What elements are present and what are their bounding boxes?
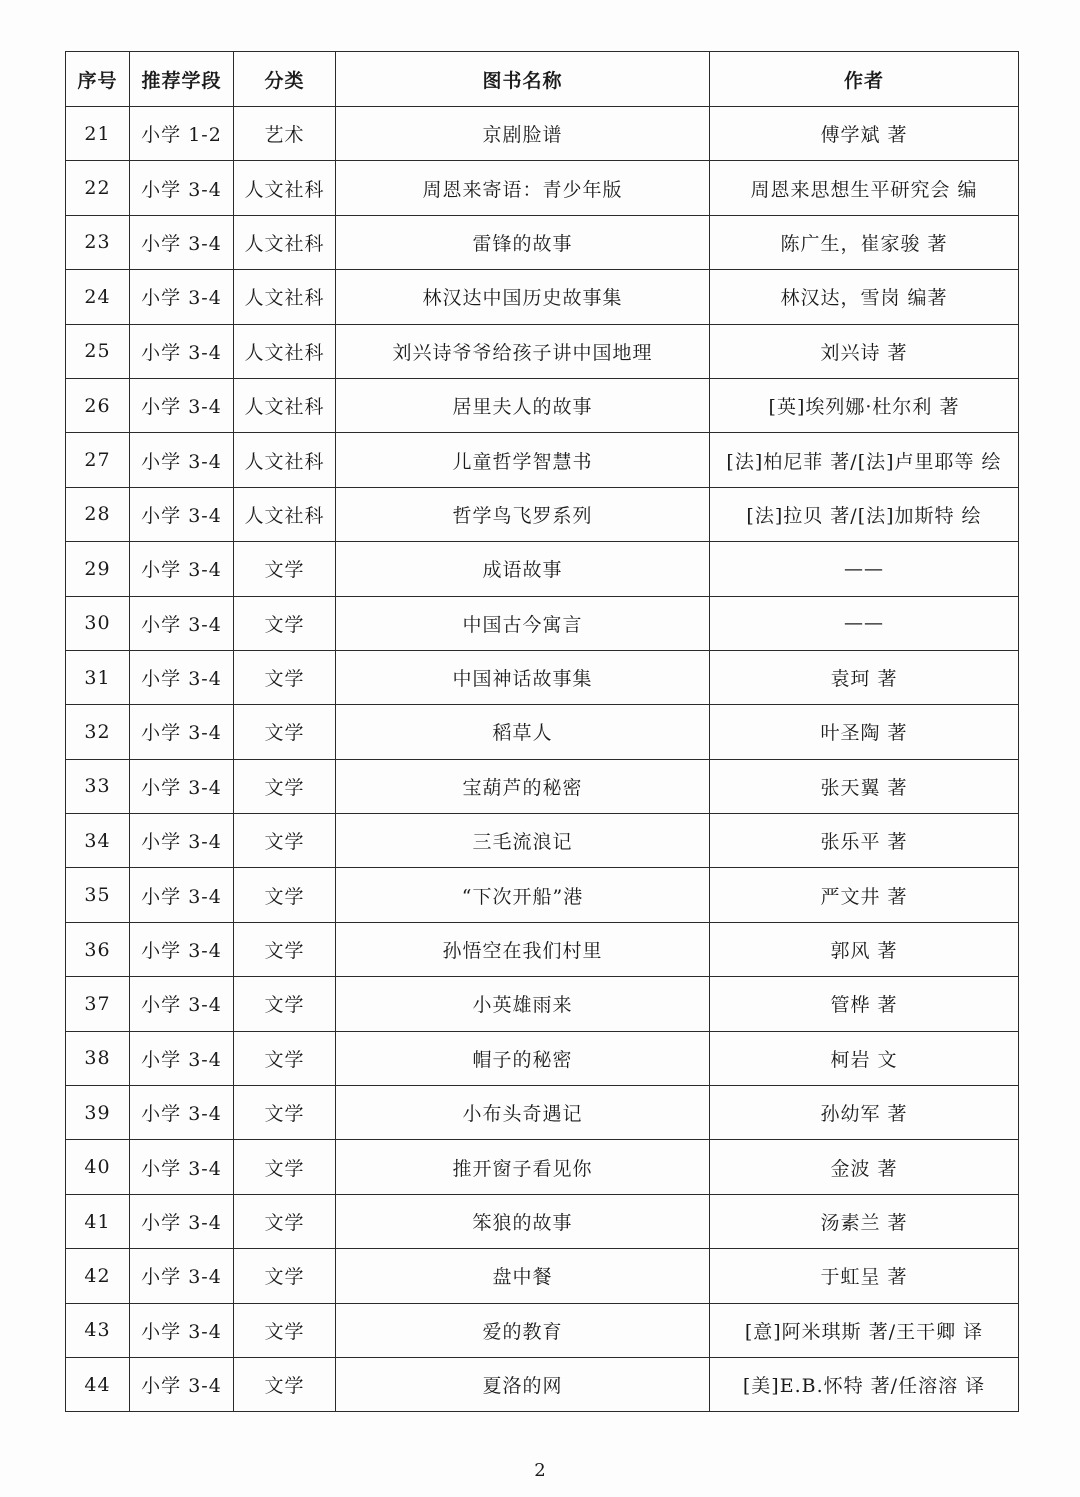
cell-author: [意]阿米琪斯 著/王干卿 译 [710, 1303, 1019, 1357]
cell-author: [法]拉贝 著/[法]加斯特 绘 [710, 487, 1019, 541]
cell-author: 袁珂 著 [710, 650, 1019, 704]
cell-no: 31 [66, 650, 130, 704]
table-row [66, 1140, 1019, 1194]
cell-stage: 小学 3-4 [130, 1086, 234, 1140]
cell-stage: 小学 3-4 [130, 433, 234, 487]
cell-author: [美]E.B.怀特 著/任溶溶 译 [710, 1357, 1019, 1411]
cell-title: 孙悟空在我们村里 [336, 922, 710, 976]
cell-title: 稻草人 [336, 705, 710, 759]
cell-category: 文学 [234, 977, 336, 1031]
cell-no: 30 [66, 596, 130, 650]
cell-stage: 小学 3-4 [130, 1303, 234, 1357]
cell-no: 32 [66, 705, 130, 759]
cell-no: 41 [66, 1194, 130, 1248]
table-row [66, 1357, 1019, 1411]
cell-no: 35 [66, 868, 130, 922]
cell-no: 36 [66, 922, 130, 976]
cell-author: 柯岩 文 [710, 1031, 1019, 1085]
cell-category: 人文社科 [234, 433, 336, 487]
table-row [66, 868, 1019, 922]
cell-title: 小英雄雨来 [336, 977, 710, 1031]
cell-no: 26 [66, 378, 130, 432]
cell-author: 金波 著 [710, 1140, 1019, 1194]
cell-category: 文学 [234, 1194, 336, 1248]
table-row [66, 107, 1019, 161]
cell-author: 叶圣陶 著 [710, 705, 1019, 759]
cell-stage: 小学 3-4 [130, 596, 234, 650]
cell-author: 管桦 著 [710, 977, 1019, 1031]
cell-author: 周恩来思想生平研究会 编 [710, 161, 1019, 215]
table-row [66, 542, 1019, 596]
header-title: 图书名称 [336, 52, 710, 107]
cell-stage: 小学 1-2 [130, 107, 234, 161]
cell-category: 文学 [234, 1031, 336, 1085]
cell-title: 帽子的秘密 [336, 1031, 710, 1085]
cell-author: [法]柏尼菲 著/[法]卢里耶等 绘 [710, 433, 1019, 487]
table-row [66, 922, 1019, 976]
cell-stage: 小学 3-4 [130, 977, 234, 1031]
cell-no: 27 [66, 433, 130, 487]
cell-author: 林汉达，雪岗 编著 [710, 270, 1019, 324]
cell-title: 推开窗子看见你 [336, 1140, 710, 1194]
cell-title: 夏洛的网 [336, 1357, 710, 1411]
cell-title: 周恩来寄语：青少年版 [336, 161, 710, 215]
table-row [66, 759, 1019, 813]
cell-title: 刘兴诗爷爷给孩子讲中国地理 [336, 324, 710, 378]
table-row [66, 1303, 1019, 1357]
cell-stage: 小学 3-4 [130, 759, 234, 813]
cell-author: 严文井 著 [710, 868, 1019, 922]
cell-title: 小布头奇遇记 [336, 1086, 710, 1140]
cell-author: —— [710, 542, 1019, 596]
cell-category: 艺术 [234, 107, 336, 161]
cell-author: 陈广生，崔家骏 著 [710, 215, 1019, 269]
cell-category: 文学 [234, 650, 336, 704]
cell-author: 于虹呈 著 [710, 1249, 1019, 1303]
cell-title: 爱的教育 [336, 1303, 710, 1357]
cell-category: 人文社科 [234, 487, 336, 541]
cell-no: 29 [66, 542, 130, 596]
cell-category: 文学 [234, 759, 336, 813]
table-row [66, 215, 1019, 269]
cell-category: 文学 [234, 922, 336, 976]
cell-category: 文学 [234, 1140, 336, 1194]
cell-no: 37 [66, 977, 130, 1031]
cell-category: 人文社科 [234, 378, 336, 432]
cell-no: 39 [66, 1086, 130, 1140]
header-row [66, 52, 1019, 107]
cell-author: 傅学斌 著 [710, 107, 1019, 161]
header-author: 作者 [710, 52, 1019, 107]
header-category: 分类 [234, 52, 336, 107]
table-row [66, 1249, 1019, 1303]
cell-no: 24 [66, 270, 130, 324]
header-no: 序号 [66, 52, 130, 107]
cell-stage: 小学 3-4 [130, 1194, 234, 1248]
cell-category: 文学 [234, 705, 336, 759]
cell-category: 文学 [234, 1086, 336, 1140]
cell-title: 中国古今寓言 [336, 596, 710, 650]
table-row [66, 270, 1019, 324]
cell-no: 23 [66, 215, 130, 269]
cell-title: 儿童哲学智慧书 [336, 433, 710, 487]
cell-stage: 小学 3-4 [130, 868, 234, 922]
header-stage: 推荐学段 [130, 52, 234, 107]
cell-no: 22 [66, 161, 130, 215]
cell-stage: 小学 3-4 [130, 1140, 234, 1194]
cell-author: 张乐平 著 [710, 814, 1019, 868]
cell-title: 宝葫芦的秘密 [336, 759, 710, 813]
table-row [66, 1031, 1019, 1085]
table-row [66, 378, 1019, 432]
cell-title: 成语故事 [336, 542, 710, 596]
cell-stage: 小学 3-4 [130, 542, 234, 596]
cell-author: 刘兴诗 著 [710, 324, 1019, 378]
cell-author: 孙幼军 著 [710, 1086, 1019, 1140]
cell-title: 哲学鸟飞罗系列 [336, 487, 710, 541]
cell-no: 44 [66, 1357, 130, 1411]
table-row [66, 705, 1019, 759]
cell-title: 盘中餐 [336, 1249, 710, 1303]
cell-category: 文学 [234, 814, 336, 868]
cell-title: 中国神话故事集 [336, 650, 710, 704]
table-row [66, 977, 1019, 1031]
cell-no: 42 [66, 1249, 130, 1303]
cell-stage: 小学 3-4 [130, 1031, 234, 1085]
table-row [66, 161, 1019, 215]
cell-title: 笨狼的故事 [336, 1194, 710, 1248]
cell-no: 21 [66, 107, 130, 161]
table-row [66, 324, 1019, 378]
cell-stage: 小学 3-4 [130, 161, 234, 215]
cell-stage: 小学 3-4 [130, 487, 234, 541]
cell-stage: 小学 3-4 [130, 215, 234, 269]
cell-title: 居里夫人的故事 [336, 378, 710, 432]
table-row [66, 487, 1019, 541]
cell-category: 人文社科 [234, 324, 336, 378]
cell-stage: 小学 3-4 [130, 324, 234, 378]
cell-stage: 小学 3-4 [130, 922, 234, 976]
book-list-table [65, 51, 1019, 1412]
cell-stage: 小学 3-4 [130, 650, 234, 704]
cell-category: 文学 [234, 596, 336, 650]
cell-category: 文学 [234, 868, 336, 922]
cell-category: 文学 [234, 1303, 336, 1357]
cell-stage: 小学 3-4 [130, 378, 234, 432]
cell-stage: 小学 3-4 [130, 705, 234, 759]
cell-category: 文学 [234, 542, 336, 596]
cell-title: 雷锋的故事 [336, 215, 710, 269]
cell-category: 文学 [234, 1357, 336, 1411]
cell-no: 38 [66, 1031, 130, 1085]
cell-stage: 小学 3-4 [130, 814, 234, 868]
table-row [66, 650, 1019, 704]
cell-author: 张天翼 著 [710, 759, 1019, 813]
table-row [66, 814, 1019, 868]
cell-title: 三毛流浪记 [336, 814, 710, 868]
cell-title: 京剧脸谱 [336, 107, 710, 161]
table-row [66, 596, 1019, 650]
cell-stage: 小学 3-4 [130, 270, 234, 324]
cell-title: 林汉达中国历史故事集 [336, 270, 710, 324]
table-body [66, 107, 1019, 1412]
cell-category: 文学 [234, 1249, 336, 1303]
cell-author: 汤素兰 著 [710, 1194, 1019, 1248]
table-row [66, 433, 1019, 487]
cell-title: “下次开船”港 [336, 868, 710, 922]
cell-category: 人文社科 [234, 215, 336, 269]
cell-category: 人文社科 [234, 270, 336, 324]
cell-no: 43 [66, 1303, 130, 1357]
table-row [66, 1194, 1019, 1248]
cell-author: 郭风 著 [710, 922, 1019, 976]
cell-no: 28 [66, 487, 130, 541]
cell-no: 40 [66, 1140, 130, 1194]
page-number: 2 [534, 1460, 546, 1481]
cell-category: 人文社科 [234, 161, 336, 215]
cell-stage: 小学 3-4 [130, 1357, 234, 1411]
table-header [66, 52, 1019, 107]
cell-author: —— [710, 596, 1019, 650]
cell-no: 34 [66, 814, 130, 868]
cell-no: 25 [66, 324, 130, 378]
cell-author: [英]埃列娜·杜尔利 著 [710, 378, 1019, 432]
cell-no: 33 [66, 759, 130, 813]
table-row [66, 1086, 1019, 1140]
cell-stage: 小学 3-4 [130, 1249, 234, 1303]
